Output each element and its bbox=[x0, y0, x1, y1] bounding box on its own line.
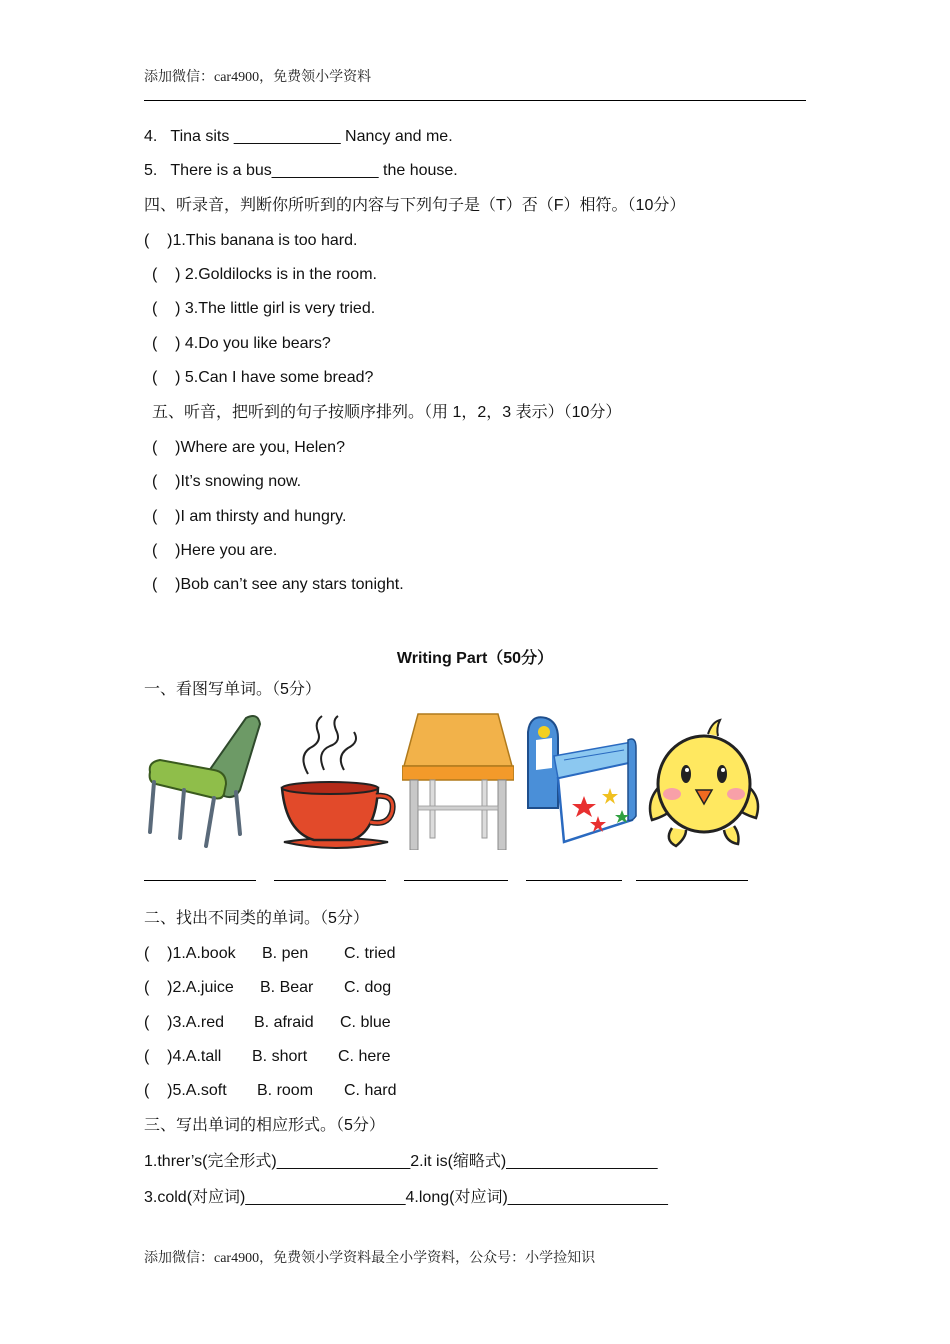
writing-part-title: Writing Part（50分） bbox=[396, 650, 554, 667]
writing-part3-heading: 三、写出单词的相应形式。（5分） bbox=[144, 1117, 385, 1134]
question-4: 4. Tina sits ____________ Nancy and me. bbox=[144, 128, 453, 145]
option-c: C. blue bbox=[340, 1014, 391, 1031]
word-form-line-2: 3.cold(对应词)__________________4.long(对应词)__________________ bbox=[144, 1189, 668, 1206]
writing-part2-heading: 二、找出不同类的单词。（5分） bbox=[144, 910, 369, 927]
page-footer: 添加微信：car4900，免费领小学资料最全小学资料，公众号：小学捡知识 bbox=[144, 1251, 596, 1266]
answer-blank-2[interactable] bbox=[274, 880, 386, 881]
option-a: ( )1.A.book bbox=[144, 945, 236, 962]
page-header: 添加微信：car4900，免费领小学资料 bbox=[144, 70, 372, 85]
answer-blank-4[interactable] bbox=[526, 880, 622, 881]
answer-blank-3[interactable] bbox=[404, 880, 508, 881]
list-item: ( )Bob can’t see any stars tonight. bbox=[152, 576, 404, 593]
option-b: B. short bbox=[252, 1048, 308, 1065]
list-item: ( )Where are you, Helen? bbox=[152, 439, 345, 456]
answer-blank-5[interactable] bbox=[636, 880, 748, 881]
chick-icon bbox=[646, 712, 762, 850]
list-item: ( ) 4.Do you like bears? bbox=[152, 335, 331, 352]
section-5-heading: 五、听音，把听到的句子按顺序排列。（用 1，2，3 表示）（10分） bbox=[152, 404, 622, 421]
list-item: ( )1.This banana is too hard. bbox=[144, 232, 358, 249]
option-c: C. tried bbox=[344, 945, 396, 962]
option-a: ( )3.A.red bbox=[144, 1014, 225, 1031]
option-c: C. here bbox=[338, 1048, 391, 1065]
chair-icon bbox=[144, 712, 262, 850]
list-item: ( )I am thirsty and hungry. bbox=[152, 508, 347, 525]
section-4-heading: 四、听录音，判断你所听到的内容与下列句子是（T）否（F）相符。（10分） bbox=[144, 197, 686, 214]
option-b: B. Bear bbox=[260, 979, 314, 996]
option-b: B. pen bbox=[262, 945, 309, 962]
list-item: ( ) 5.Can I have some bread? bbox=[152, 369, 374, 386]
table-icon bbox=[402, 712, 514, 850]
option-c: C. hard bbox=[344, 1082, 397, 1099]
list-item: ( )It’s snowing now. bbox=[152, 473, 302, 490]
list-item: ( ) 2.Goldilocks is in the room. bbox=[152, 266, 377, 283]
list-item: ( )Here you are. bbox=[152, 542, 278, 559]
cup-icon bbox=[278, 712, 396, 850]
option-c: C. dog bbox=[344, 979, 392, 996]
option-b: B. afraid bbox=[254, 1014, 314, 1031]
list-item: ( ) 3.The little girl is very tried. bbox=[152, 300, 376, 317]
writing-part1-heading: 一、看图写单词。（5分） bbox=[144, 681, 321, 698]
bed-icon bbox=[524, 712, 638, 850]
word-form-line-1: 1.threr’s(完全形式)_______________2.it is(缩略式)_________________ bbox=[144, 1153, 658, 1170]
option-a: ( )5.A.soft bbox=[144, 1082, 227, 1099]
option-b: B. room bbox=[257, 1082, 314, 1099]
answer-blank-1[interactable] bbox=[144, 880, 256, 881]
option-a: ( )4.A.tall bbox=[144, 1048, 222, 1065]
option-a: ( )2.A.juice bbox=[144, 979, 234, 996]
question-5: 5. There is a bus____________ the house. bbox=[144, 162, 458, 179]
header-rule bbox=[144, 100, 806, 101]
